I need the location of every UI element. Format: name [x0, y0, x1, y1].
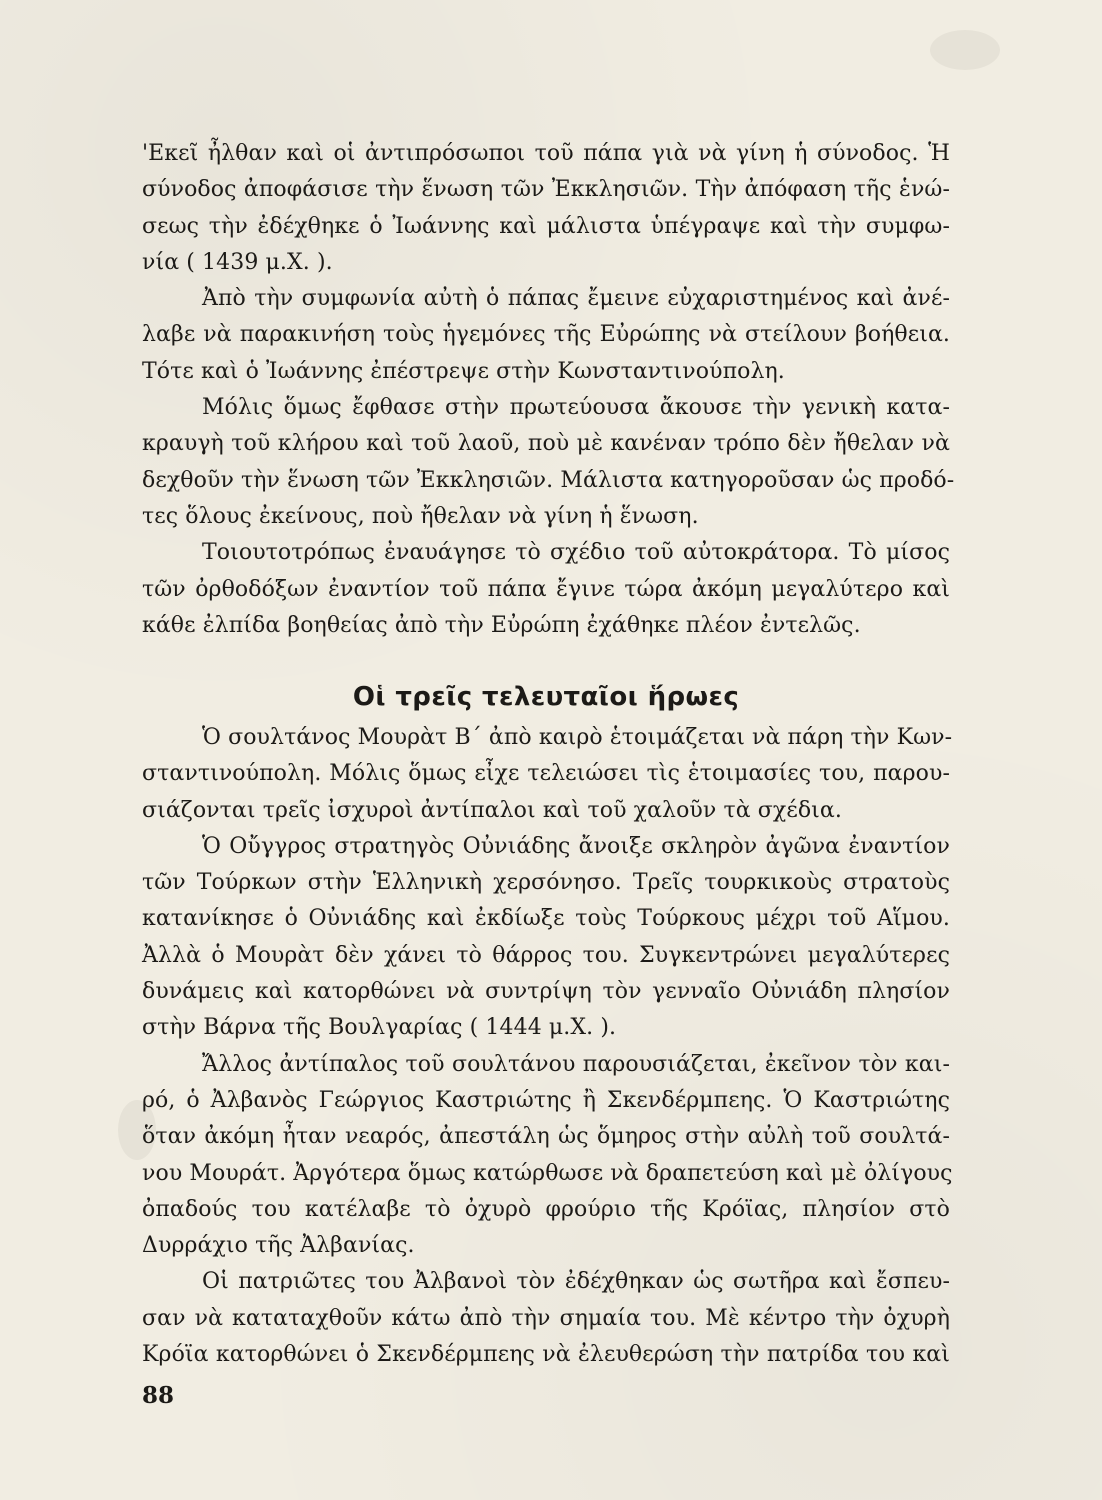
paragraph [142, 1047, 953, 1265]
paper-smudge [930, 30, 1000, 70]
text-line: νου Μουράτ. Ἀργότερα ὅμως κατώρθωσε νὰ δραπετεύση καὶ μὲ ὀλίγους [142, 1160, 953, 1186]
section-heading: Οἱ τρεῖς τελευταῖοι ἥρωες [352, 681, 740, 712]
text-line: σύνοδος ἀποφάσισε τὴν ἕνωση τῶν Ἐκκλησιῶν. Τὴν ἀπόφαση τῆς ἑνώ- [142, 177, 950, 203]
paragraph [142, 829, 950, 1047]
text-line: σιάζονται τρεῖς ἰσχυροὶ ἀντίπαλοι καὶ τοῦ χαλοῦν τὰ σχέδια. [142, 797, 842, 823]
text-line: Ἀλλὰ ὁ Μουρὰτ δὲν χάνει τὸ θάρρος του. Συγκεντρώνει μεγαλύτερες [142, 942, 950, 968]
paragraph [142, 281, 950, 390]
main-text-bottom [142, 720, 953, 1373]
text-line: νία ( 1439 μ.Χ. ). [142, 249, 333, 275]
text-line: 'Εκεῖ ἦλθαν καὶ οἱ ἀντιπρόσωποι τοῦ πάπα γιὰ νὰ γίνη ἡ σύνοδος. Ἡ [142, 141, 950, 166]
text-line: Δυρράχιο τῆς Ἀλβανίας. [142, 1233, 415, 1259]
paragraph [142, 720, 953, 829]
paragraph [142, 535, 950, 644]
text-line: κραυγὴ τοῦ κλήρου καὶ τοῦ λαοῦ, ποὺ μὲ κανέναν τρόπο δὲν ἤθελαν νὰ [142, 431, 950, 457]
text-line: ὀπαδούς του κατέλαβε τὸ ὀχυρὸ φρούριο τῆς Κρόϊας, πλησίον στὸ [142, 1196, 950, 1222]
text-line: δεχθοῦν τὴν ἕνωση τῶν Ἐκκλησιῶν. Μάλιστα κατηγοροῦσαν ὡς προδό- [142, 467, 955, 493]
text-line: ὅταν ἀκόμη ἦταν νεαρός, ἀπεστάλη ὡς ὅμηρος στὴν αὐλὴ τοῦ σουλτά- [142, 1124, 950, 1150]
text-line: Ὁ σουλτάνος Μουρὰτ Β΄ ἀπὸ καιρὸ ἑτοιμάζεται νὰ πάρη τὴν Κων- [202, 725, 953, 750]
text-line: Οἱ πατριῶτες του Ἀλβανοὶ τὸν ἐδέχθηκαν ὡς σωτῆρα καὶ ἔσπευ- [202, 1269, 950, 1295]
text-line: στὴν Βάρνα τῆς Βουλγαρίας ( 1444 μ.Χ. ). [142, 1015, 617, 1041]
text-line: Τότε καὶ ὁ Ἰωάννης ἐπέστρεψε στὴν Κωνσταντινούπολη. [142, 358, 785, 384]
text-line: Ἄλλος ἀντίπαλος τοῦ σουλτάνου παρουσιάζεται, ἐκεῖνον τὸν και- [202, 1051, 950, 1077]
text-line: σταντινούπολη. Μόλις ὅμως εἶχε τελειώσει τὶς ἑτοιμασίες του, παρου- [142, 761, 950, 787]
paragraph [142, 136, 950, 281]
text-line: Ὁ Οὔγγρος στρατηγὸς Οὐνιάδης ἄνοιξε σκληρὸν ἀγῶνα ἐναντίον [202, 833, 950, 859]
text-line: Ἀπὸ τὴν συμφωνία αὐτὴ ὁ πάπας ἔμεινε εὐχαριστημένος καὶ ἀνέ- [202, 286, 950, 312]
paragraph [142, 390, 955, 535]
text-line: λαβε νὰ παρακινήση τοὺς ἡγεμόνες τῆς Εὐρώπης νὰ στείλουν βοήθεια. [142, 322, 950, 348]
text-line: Μόλις ὅμως ἔφθασε στὴν πρωτεύουσα ἄκουσε τὴν γενικὴ κατα- [202, 395, 950, 421]
text-line: Κρόϊα κατορθώνει ὁ Σκενδέρμπεης νὰ ἐλευθερώση τὴν πατρίδα του καὶ [142, 1342, 950, 1368]
text-line: σαν νὰ καταταχθοῦν κάτω ἀπὸ τὴν σημαία του. Μὲ κέντρο τὴν ὀχυρὴ [142, 1305, 950, 1331]
text-line: τες ὅλους ἐκείνους, ποὺ ἤθελαν νὰ γίνη ἡ ἕνωση. [142, 503, 699, 529]
paragraph [142, 1264, 950, 1373]
text-line: δυνάμεις καὶ κατορθώνει νὰ συντρίψη τὸν γενναῖο Οὐνιάδη πλησίον [142, 979, 950, 1005]
text-line: τῶν Τούρκων στὴν Ἑλληνικὴ χερσόνησο. Τρεῖς τουρκικοὺς στρατοὺς [142, 870, 950, 896]
text-line: κατανίκησε ὁ Οὐνιάδης καὶ ἐκδίωξε τοὺς Τούρκους μέχρι τοῦ Αἵμου. [142, 906, 950, 932]
text-line: τῶν ὀρθοδόξων ἐναντίον τοῦ πάπα ἔγινε τώρα ἀκόμη μεγαλύτερο καὶ [142, 576, 950, 602]
page-number: 88 [142, 1382, 175, 1409]
text-line: Τοιουτοτρόπως ἐναυάγησε τὸ σχέδιο τοῦ αὐτοκράτορα. Τὸ μίσος [202, 540, 950, 566]
main-text-top [142, 136, 955, 644]
text-line: σεως τὴν ἐδέχθηκε ὁ Ἰωάννης καὶ μάλιστα ὑπέγραψε καὶ τὴν συμφω- [142, 213, 950, 239]
text-line: ρό, ὁ Ἀλβανὸς Γεώργιος Καστριώτης ἢ Σκενδέρμπεης. Ὁ Καστριώτης [142, 1087, 950, 1113]
text-line: κάθε ἐλπίδα βοηθείας ἀπὸ τὴν Εὐρώπη ἐχάθηκε πλέον ἐντελῶς. [142, 612, 861, 638]
